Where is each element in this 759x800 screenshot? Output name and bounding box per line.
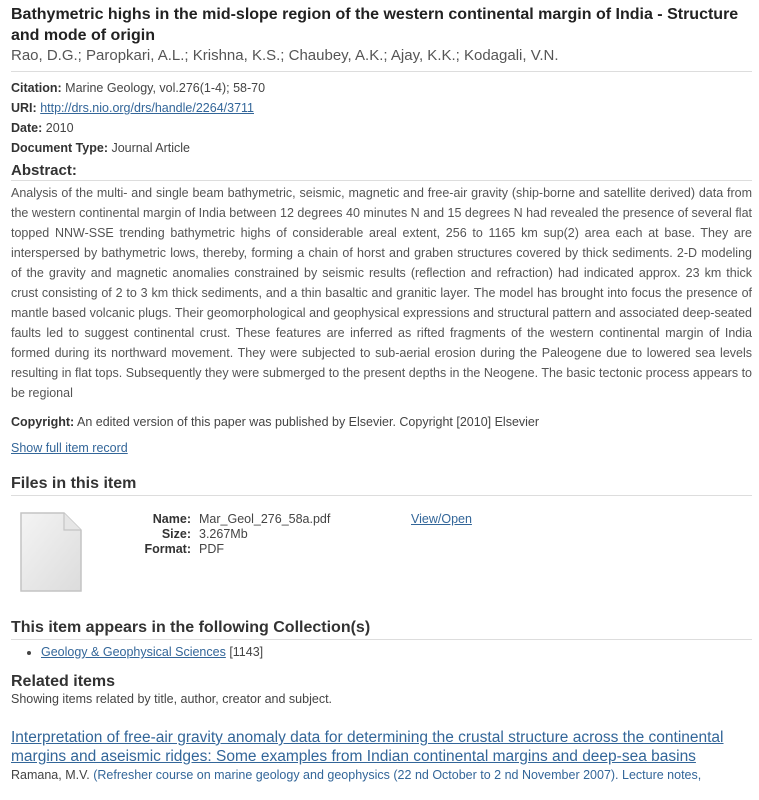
item-metadata [11, 78, 752, 158]
file-format-label: Format: [144, 542, 191, 556]
file-icon[interactable] [20, 512, 82, 592]
show-full-record-link[interactable]: Show full item record [11, 441, 128, 455]
view-open-link[interactable]: View/Open [411, 512, 472, 526]
item-title: Bathymetric highs in the mid-slope region of the western continental margin of India - Structure and mode of origin [11, 6, 739, 44]
uri-link[interactable]: http://drs.nio.org/drs/handle/2264/3711 [40, 101, 254, 115]
related-item-title[interactable]: Interpretation of free-air gravity anomaly data for determining the crustal structure across the continental margins and aseismic ridges: Some examples from Indian continental margins and deep-sea basins [11, 729, 724, 765]
related-item-author: Ramana, M.V. [11, 768, 90, 782]
files-heading: Files in this item [11, 473, 752, 496]
copyright-row [11, 412, 752, 432]
doctype-label: Document Type: [11, 141, 108, 155]
date-row [11, 118, 752, 138]
related-subheading: Showing items related by title, author, creator and subject. [11, 692, 333, 706]
abstract-heading: Abstract: [11, 161, 752, 181]
item-authors: Rao, D.G.; Paropkari, A.L.; Krishna, K.S.; Chaubey, A.K.; Ajay, K.K.; Kodagali, V.N. [11, 46, 752, 72]
copyright-value: An edited version of this paper was published by Elsevier. Copyright [2010] Elsevier [76, 415, 540, 429]
collection-count: [1143] [229, 645, 264, 659]
related-item [11, 728, 752, 784]
collection-link[interactable]: Geology & Geophysical Sciences [41, 645, 226, 659]
related-heading: Related items [11, 673, 116, 690]
collections-list [11, 644, 752, 661]
file-size: 3.267Mb [199, 527, 248, 541]
file-format: PDF [199, 542, 224, 556]
citation-row [11, 78, 752, 98]
file-name-label: Name: [152, 512, 191, 526]
citation-label: Citation: [11, 81, 62, 95]
doctype-row [11, 138, 752, 158]
uri-row [11, 98, 752, 118]
copyright-label: Copyright: [11, 415, 75, 429]
date-label: Date: [11, 121, 43, 135]
file-document-icon [20, 512, 82, 592]
collection-item [41, 644, 752, 661]
file-name: Mar_Geol_276_58a.pdf [199, 512, 331, 526]
date-value: 2010 [45, 121, 74, 135]
uri-label: URI: [11, 101, 37, 115]
file-size-label: Size: [161, 527, 191, 541]
file-labels [121, 512, 191, 557]
file-values [199, 512, 330, 557]
related-item-meta [11, 766, 752, 784]
doctype-value: Journal Article [111, 141, 190, 155]
file-entry [11, 496, 752, 606]
citation-value: Marine Geology, vol.276(1-4); 58-70 [65, 81, 266, 95]
collections-heading: This item appears in the following Collection(s) [11, 617, 752, 640]
related-item-source: (Refresher course on marine geology and geophysics (22 nd October to 2 nd November 2007). Lecture notes, [93, 768, 702, 782]
abstract-text: Analysis of the multi- and single beam bathymetric, seismic, magnetic and free-air gravity (ship-borne and satellite derived) data from the western continental margin of India between 12 degrees 40 minutes N and 15 degrees N had revealed the presence of several flat topped NNW-SSE trending bathymetric highs of considerable areal extent, 256 to 1165 km sup(2) area each at base. They are interspersed by bathymetric lows, thereby, forming a chain of horst and graben structures covered by thick sediments. 2-D modeling of the gravity and magnetic anomalies constrained by seismic results (reflection and refraction) had indicated approx. 23 km thick crust consisting of 2 to 3 km thick sediments, and a thin basaltic and granitic layer. The model has brought into focus the presence of mantle based volcanic plugs. Their geomorphological and geophysical expressions and structural pattern and associated deep-seated faults led to suggest continental crust. These features are inferred as rifted fragments of the western continental margin of India formed during its northward movement. They were subjected to sub-aerial erosion during the Paleogene due to lowered sea levels resulting in flat tops. Subsequently they were submerged to the present depths in the Neogene. The basic tectonic process appears to be regional [11, 186, 752, 400]
